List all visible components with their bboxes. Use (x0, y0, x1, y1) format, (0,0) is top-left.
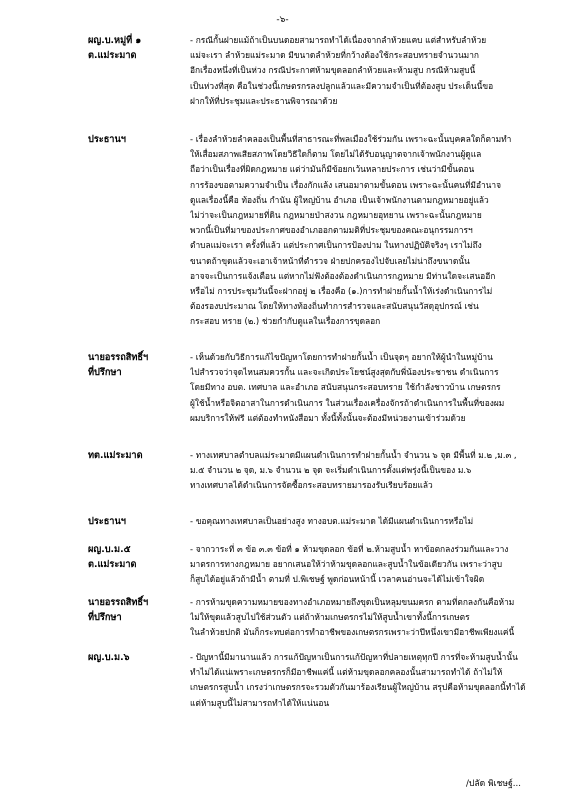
speech-line: - เรื่องลำห้วยลำคลองเป็นพื้นที่สาธารณะที่พลเมืองใช้ร่วมกัน เพราะฉะนั้นบุคคลใดก็ตามทำ (190, 132, 540, 147)
speech-line: หรือไม่ การประชุมวันนี้จะฝากอยู่ ๒ เรื่องคือ (๑.)การทำฝายกั้นน้ำให้เร่งดำเนินการไม่ (190, 286, 493, 297)
speech-line: - เห็นด้วยกับวิธีการแก้ไขปัญหาโดยการทำฝายกั้นน้ำ เป็นจุดๆ อยากให้ผู้นำในหมู่บ้าน (190, 350, 540, 365)
speaker-label (88, 650, 129, 665)
speech-line: ขนาดถ้าขุดแล้วจะเอาเจ้าหน้าที่ตำรวจ ฝ่ายปกครองไปจับเลยไม่น่าถึงขนาดนั้น (190, 255, 470, 266)
speech-text (190, 132, 540, 330)
speech-line: กระสอบ ทราย (๒.) ช่วยกำกับดูแลในเรื่องการขุดลอก (190, 316, 381, 327)
speech-line: อีกเรื่องหนึ่งที่เป็นห่วง กรณีประกาศห้ามขุดลอกลำห้วยและห้ามสูบ กรณีห้ามสูบนี้ (190, 65, 476, 76)
speech-text (190, 595, 540, 641)
speaker-name-line: ต.แม่ระมาด (88, 559, 137, 571)
speech-line: ผมบริการให้ฟรี แต่ต้องทำหนังสือมา ทั้งนี้ทั้งนั้นจะต้องมีหน่วยงานเข้าร่วมด้วย (190, 412, 466, 423)
speech-line: ฝากให้ที่ประชุมและประธานพิจารณาด้วย (190, 95, 338, 106)
speaker-name-line: นายอรรถสิทธิ์ฯ (88, 352, 149, 363)
speaker-label (88, 514, 126, 529)
speech-line: ดูแลเรื่องนี้คือ ท้องถิ่น กำนัน ผู้ใหญ่บ้าน อำเภอ เป็นเจ้าพนักงานตามกฎหมายอยู่แล้ว (190, 194, 489, 205)
speech-line: เกษตรกรสูบน้ำ เกรงว่าเกษตรกรจะรวมตัวกันมาร้องเรียนผู้ใหญ่บ้าน สรุปคือห้ามขุดลอกนี้ทำได้ (190, 682, 526, 693)
speech-line: ก็สูบได้อยู่แล้วถ้ามีน้ำ ตามที่ ป.พิเชษฐ์ พูดก่อนหน้านี้ เวลาคนอ่านจะได้ไม่เข้าใจผิด (190, 574, 485, 585)
speech-line: แต่ห้ามสูบนี้ไม่สามารถทำได้ให้แน่นอน (190, 697, 330, 708)
speech-text (190, 514, 540, 529)
speech-line: ตำบลแม่จะเรา ครั้งที่แล้ว แต่ประกาศเป็นการป้องปาม ในทางปฏิบัติจริงๆ เราไม่ถึง (190, 240, 482, 251)
speech-line: ต้องรองบประมาณ โดยให้ทางท้องถิ่นทำการสำรวจและสนับสนุนวัสดุอุปกรณ์ เช่น (190, 301, 479, 312)
speech-line: ถือว่าเป็นเรื่องที่ผิดกฎหมาย แต่ว่ามันก็มีข้อยกเว้นหลายประการ เช่นว่ามีขั้นตอน (190, 164, 475, 175)
continuation-signature: /ปลัด พิเชษฐ์... (466, 779, 521, 789)
speaker-label (88, 542, 137, 572)
speech-line: การร้องขอตามความจำเป็น เรื่องกักแล้ง เสนอมาตามขั้นตอน เพราะฉะนั้นคนที่มีอำนาจ (190, 179, 502, 190)
speech-text (190, 350, 540, 426)
speech-line: ไม่ว่าจะเป็นกฎหมายที่ดิน กฎหมายป่าสงวน กฎหมายอุทยาน เพราะฉะนั้นกฎหมาย (190, 210, 482, 221)
speaker-label (88, 448, 143, 463)
speech-line: แม่จะเรา ลำห้วยแม่ระมาด มีขนาดลำห้วยที่กว้างต้องใช้กระสอบทรายจำนวนมาก (190, 50, 479, 61)
speaker-name-line: ผญ.บ.ม.๖ (88, 652, 130, 663)
speech-line: เป็นห่วงที่สุด คือในช่วงนี้เกษตรกรลงปลูกแล้วและมีความจำเป็นที่ต้องสูบ ประเด็นนี้ขอ (190, 80, 494, 91)
speech-line: - กรณีกั้นฝายแม้ถ้าเป็นบนดอยสามารถทำได้เนื่องจากลำห้วยแคบ แต่สำหรับลำห้วย (190, 33, 540, 48)
speech-line: - ปัญหานี้มีมานานแล้ว การแก้ปัญหาเป็นการแก้ปัญหาที่ปลายเหตุทุกปี การที่จะห้ามสูบน้ำนั้น (190, 650, 540, 665)
speaker-name-line: นายอรรถสิทธิ์ฯ (88, 597, 149, 608)
speech-line: - จากวาระที่ ๓ ข้อ ๓.๓ ข้อที่ ๑ ห้ามขุดลอก ข้อที่ ๒.ห้ามสูบน้ำ หาข้อตกลงร่วมกันและวาง (190, 542, 540, 557)
speaker-label (88, 350, 148, 380)
speech-line: มาตรการทางกฎหมาย อยากเสนอให้ว่าห้ามขุดลอกและสูบน้ำในข้อเดียวกัน เพราะว่าสูบ (190, 559, 503, 570)
speech-line: - ทางเทศบาลตำบลแม่ระมาดมีแผนดำเนินการทำฝายกั้นน้ำ จำนวน ๖ จุด มีพื้นที่ ม.๒ ,ม.๓ , (190, 448, 540, 463)
speech-line: - ขอคุณทางเทศบาลเป็นอย่างสูง ทางอบต.แม่ระมาด ได้มีแผนดำเนินการหรือไม่ (190, 514, 540, 529)
speech-line: พวกนี้เป็นที่มาของประกาศของอำเภออกตามมติที่ประชุมของคณะอนุกรรมการฯ (190, 225, 473, 236)
page-number: -๖- (276, 15, 289, 25)
speaker-name-line: ประธานฯ (88, 516, 126, 527)
speaker-name-line: ทต.แม่ระมาด (88, 450, 143, 461)
speech-line: ทำไม่ได้แน่เพราะเกษตรกรก็มีอาชีพแค่นี้ แต่ห้ามขุดลอกคลองนั้นสามารถทำได้ ถ้าไม่ให้ (190, 667, 503, 678)
speaker-name-line: ประธานฯ (88, 134, 126, 145)
speech-line: โดยมีทาง อบต. เทศบาล และอำเภอ สนับสนุนกระสอบทราย ใช้กำลังชาวบ้าน เกษตรกร (190, 382, 501, 393)
speech-line: ทางเทศบาลได้ดำเนินการจัดซื้อกระสอบทรายมารองรับเรียบร้อยแล้ว (190, 480, 433, 491)
speaker-name-line: ผญ.บ.ม.๕ (88, 544, 131, 555)
speaker-label (88, 595, 148, 625)
speaker-label (88, 33, 141, 63)
speech-line: - การห้ามขุดความหมายของทางอำเภอหมายถึงขุดเป็นหลุมขนมครก ตามที่ตกลงกันคือห้าม (190, 595, 540, 610)
speech-line: ม.๕ จำนวน ๒ จุด, ม.๖ จำนวน ๒ จุด จะเริ่มดำเนินการตั้งแต่พรุ่งนี้เป็นของ ม.๖ (190, 465, 472, 476)
speech-line: ให้เสื่อมสภาพเสียสภาพโดยวิธีใดก็ตาม โดยไม่ได้รับอนุญาตจากเจ้าพนักงานผู้ดูแล (190, 149, 482, 160)
speaker-name-line: ต.แม่ระมาด (88, 50, 137, 62)
speech-line: ผู้ใช้น้ำหรือจิตอาสาในการดำเนินการ ในส่วนเรื่องเครื่องจักรถ้าดำเนินการในพื้นที่ของผม (190, 397, 505, 408)
speaker-name-line: ที่ปรึกษา (88, 367, 122, 379)
speech-line: อาจจะเป็นการแจ้งเตือน แต่หากไม่ฟังต้องต้องดำเนินการกฎหมาย มีท่านใดจะเสนออีก (190, 270, 496, 281)
speech-text (190, 650, 540, 711)
speech-line: ไม่ให้ขุดแล้วสูบไปใช้ส่วนตัว แต่ถ้าห้ามเกษตรกรไม่ให้สูบน้ำเขาทั้งนี้การเกษตร (190, 612, 470, 623)
speech-text (190, 33, 540, 109)
speech-text (190, 448, 540, 494)
speech-text (190, 542, 540, 588)
speaker-name-line: ที่ปรึกษา (88, 612, 122, 624)
speech-line: ในลำห้วยปกติ มันก็กระทบต่อการทำอาชีพของเกษตรกรเพราะว่าปีหนึ่งเขามีอาชีพเพียงแค่นี้ (190, 627, 515, 638)
speaker-label (88, 132, 126, 147)
speech-line: ไปสำรวจว่าจุดไหนสมควรกั้น และจะเกิดประโยชน์สูงสุดกับพี่น้องประชาชน ดำเนินการ (190, 367, 499, 378)
speaker-name-line: ผญ.บ.หมู่ที่ ๑ (88, 35, 142, 46)
